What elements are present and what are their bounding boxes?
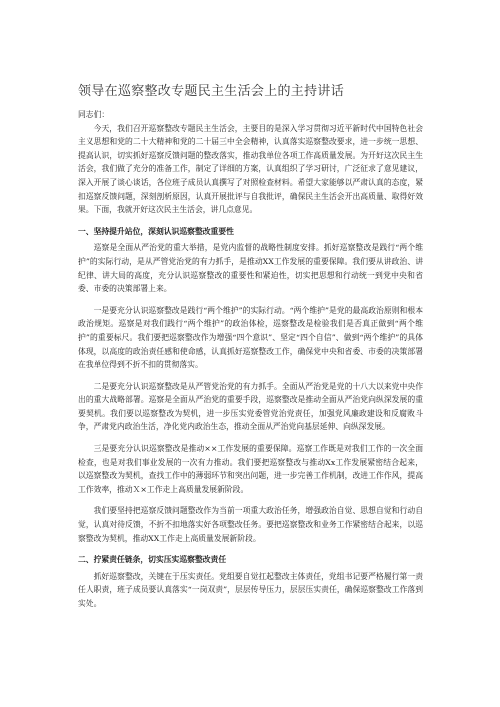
- section-1-paragraph-2: 一是要充分认识巡察整改是践行“两个维护”的实际行动。“两个维护”是党的最高政治原则和根本政治规矩。巡察是对我们践行“两个维护”的政治体检，巡察整改是检验我们是否真正做到“两个维护”的重要标尺。我们要把巡察整改作为增强“四个意识”、坚定“四个自信”、做到“两个维护”的具体体现，以高度的政治责任感和使命感，认真抓好巡察整改工作，确保党中央和省委、市委的决策部署在我单位得到不折不扣的贯彻落实。: [78, 305, 423, 370]
- section-1-heading: 一、坚持提升站位，深刻认识巡察整改重要性: [78, 226, 234, 236]
- section-1-paragraph-5: 我们要坚持把巡察反馈问题整改作为当前一项重大政治任务，增强政治自觉、思想自觉和行动自觉，认真对待反馈，不折不扣地落实好各项整改任务。要把巡察整改和业务工作紧密结合起来，以巡察整改为契机，推动XX工作走上高质量发展新阶段。: [78, 506, 423, 543]
- section-2-heading: 二、拧紧责任链条，切实压实巡察整改责任: [78, 555, 227, 565]
- intro-paragraph: 今天，我们召开巡察整改专题民主生活会，主要目的是深入学习贯彻习近平新时代中国特色社会主义思想和党的二十大精神和党的二十届三中全会精神，认真落实巡察整改要求，进一步统一思想、提高认识，切实抓好巡察反馈问题的整改落实，推动我单位各项工作高质量发展。为开好这次民主生活会，我们做了充分的准备工作，制定了详细的方案，认真组织了学习研讨，广泛征求了意见建议，深入开展了谈心谈话，各位班子成员认真撰写了对照检查材料。希望大家能够以严肃认真的态度，紧扣巡察反馈问题，深刻剖析原因，认真开展批评与自我批评，确保民主生活会开出高质量、取得好效果。下面，我就开好这次民主生活会，讲几点意见。: [78, 123, 423, 215]
- document-body: [78, 80, 423, 619]
- section-1-paragraph-3: 二是要充分认识巡察整改是从严管党治党的有力抓手。全面从严治党是党的十八大以来党中央作出的重大战略部署。巡察是全面从严治党的重要手段，巡察整改是推动全面从严治党向纵深发展的重要契机。我们要以巡察整改为契机，进一步压实党委管党治党责任，加强党风廉政建设和反腐败斗争，严肃党内政治生活，净化党内政治生态，推动全面从严治党向基层延伸、向纵深发展。: [78, 381, 423, 432]
- section-1-paragraph-1: 巡察是全面从严治党的重大举措，是党内监督的战略性制度安排。抓好巡察整改是践行“两个维护”的实际行动，是从严管党治党的有力抓手，是推动XX工作发展的重要保障。我们要从讲政治、讲纪律、讲大局的高度，充分认识巡察整改的重要性和紧迫性，切实把思想和行动统一到党中央和省委、市委的决策部署上来。: [78, 243, 423, 294]
- section-1-paragraph-4: 三是要充分认识巡察整改是推动××工作发展的重要保障。巡察工作既是对我们工作的一次全面检查，也是对我们事业发展的一次有力推动。我们要把巡察整改与推动Xx工作发展紧密结合起来，以巡察整改为契机，查找工作中的薄弱环节和突出问题，进一步完善工作机制，改进工作作风，提高工作效率，推动Ｘ×工作走上高质量发展新阶段。: [78, 444, 423, 494]
- salutation: 同志们：: [78, 110, 110, 119]
- section-2-paragraph-1: 抓好巡察整改，关键在于压实责任。党组要自觉扛起整改主体责任，党组书记要严格履行第一责任人职责，班子成员要认真落实“一岗双责”，层层传导压力，层层压实责任，确保巡察整改工作落到实处。: [78, 571, 423, 608]
- document-title: 领导在巡察整改专题民主生活会上的主持讲话: [78, 84, 345, 99]
